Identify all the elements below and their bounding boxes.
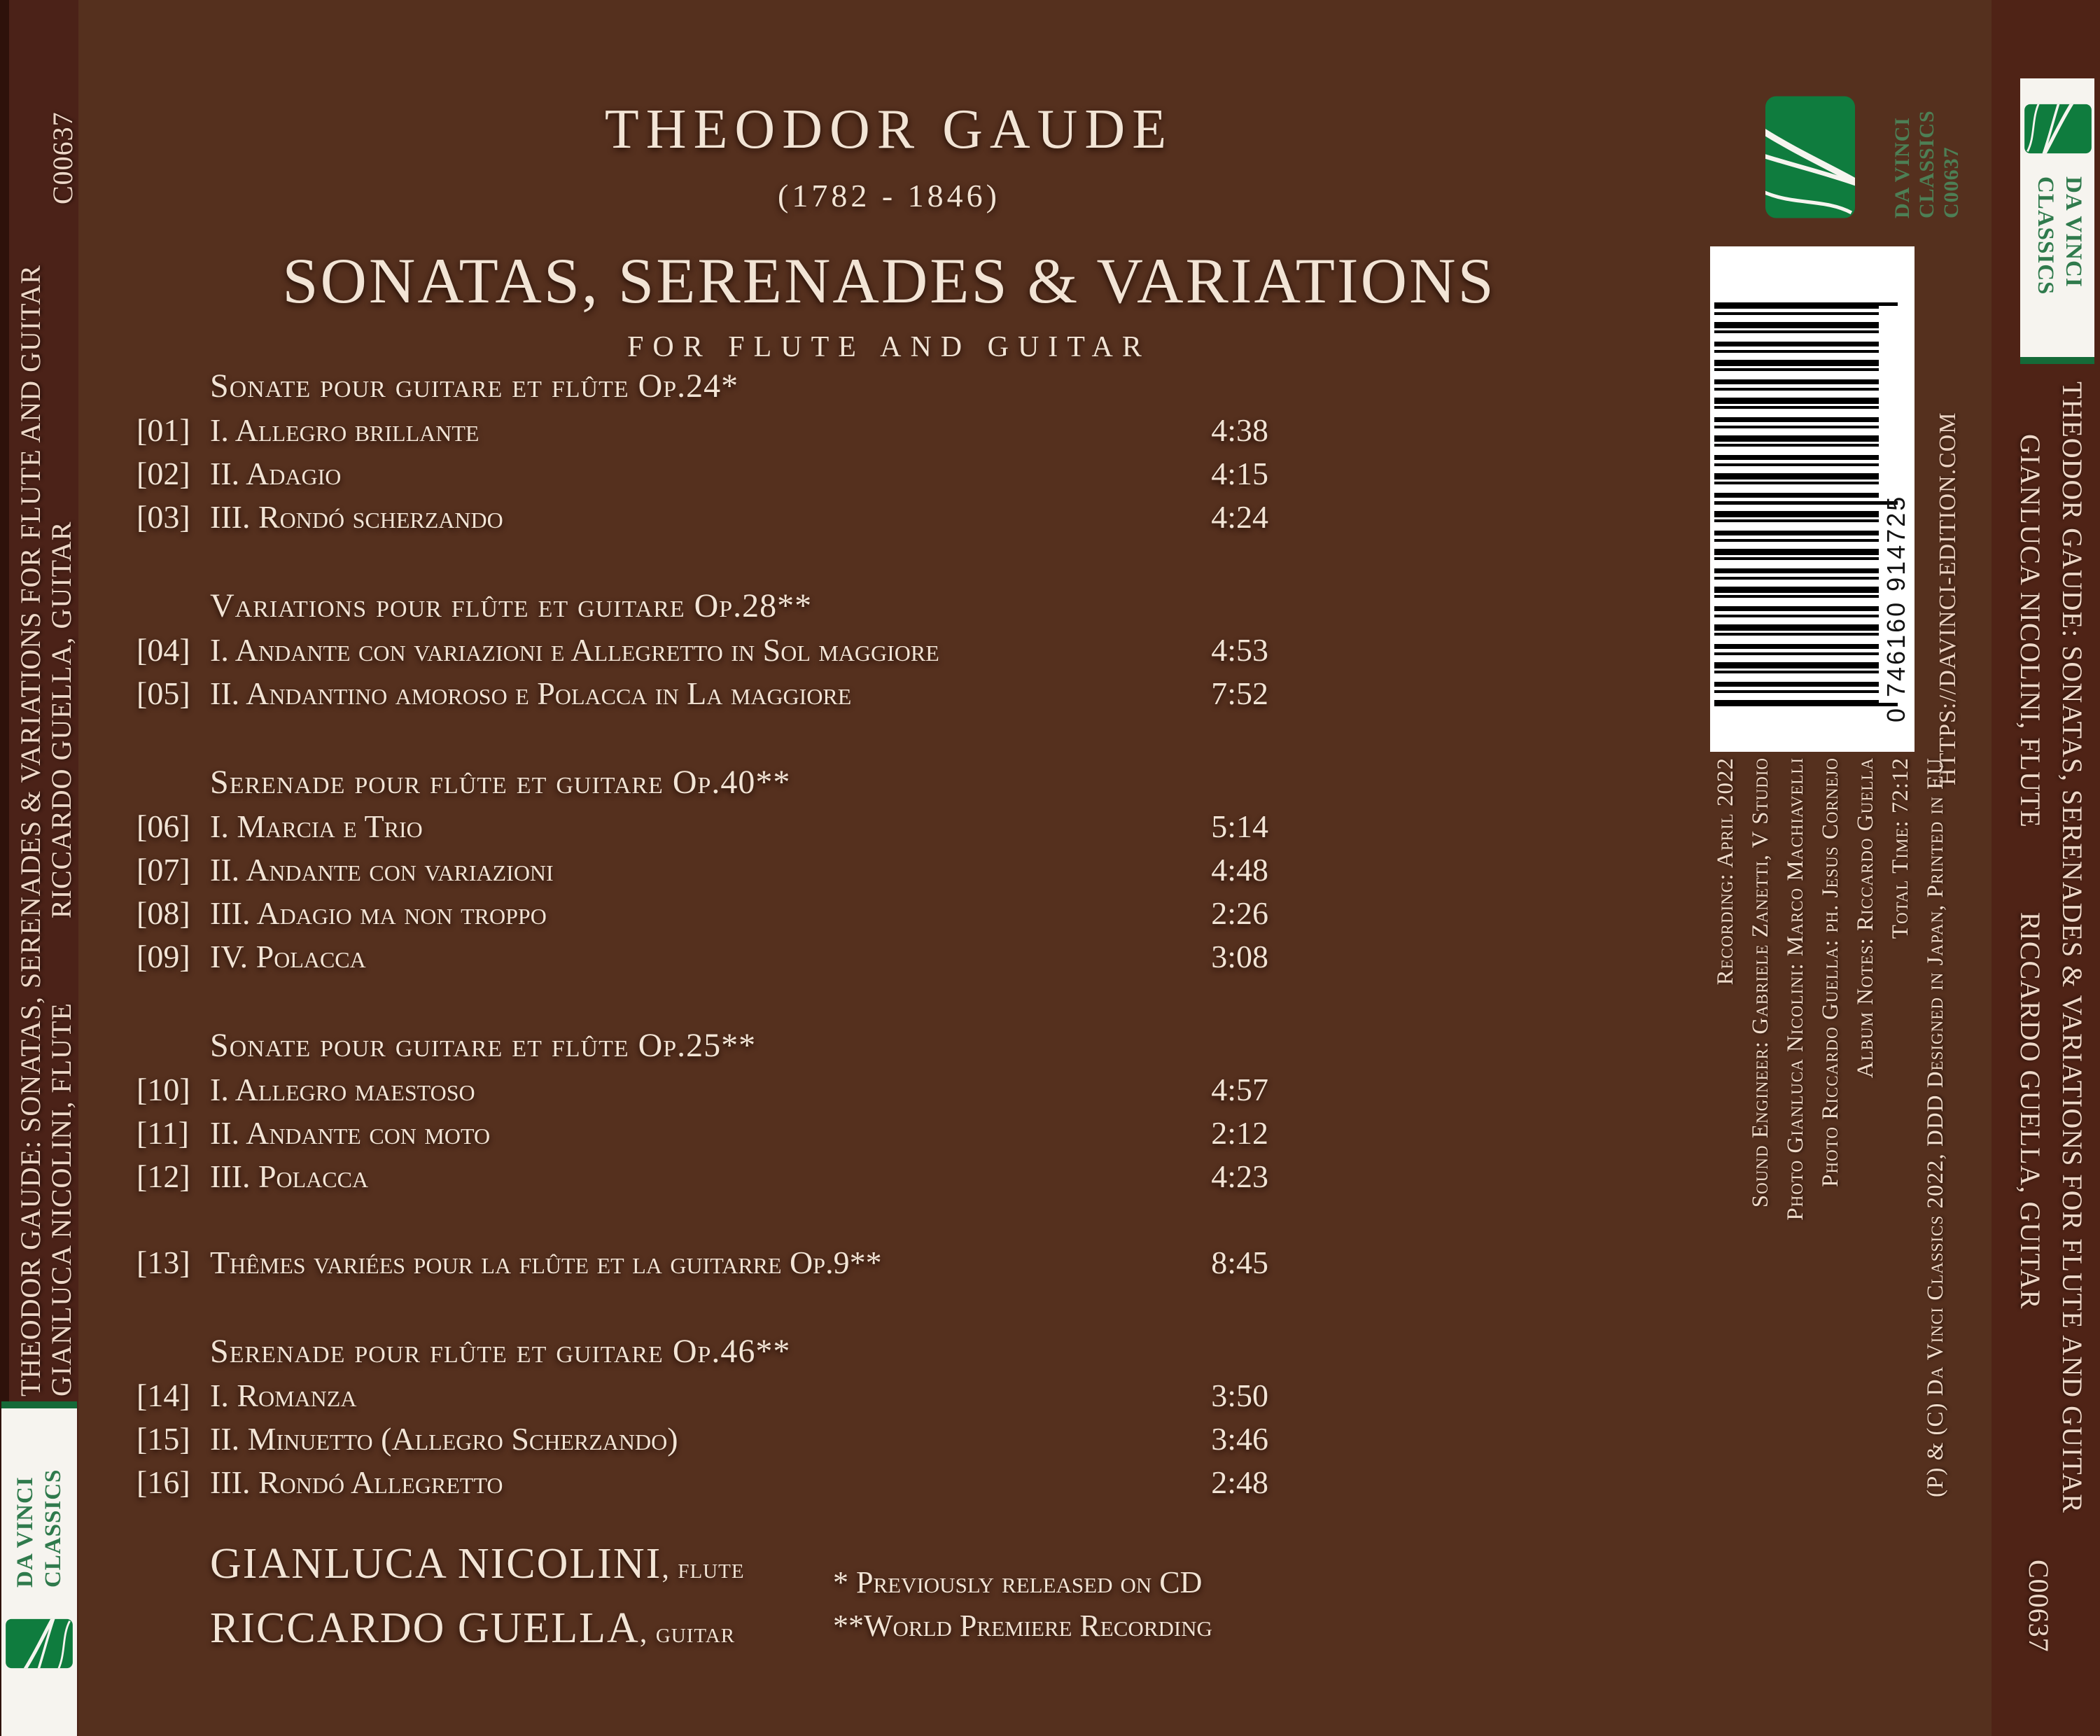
credit-line: Sound Engineer: Gabriele Zanetti, V Studio [1748, 757, 1773, 1208]
footnotes-block [833, 1561, 1212, 1648]
label-line1: DA VINCI [2061, 176, 2086, 288]
track-row [136, 1116, 1268, 1150]
davinci-logo-icon [1765, 96, 1855, 218]
track-time: 4:24 [1211, 499, 1268, 535]
track-number: [04] [136, 632, 190, 668]
track-row [136, 940, 1268, 974]
composer-name: THEODOR GAUDE [604, 99, 1174, 160]
track-title: III. Rondó Allegretto [210, 1464, 503, 1500]
track-number: [14] [136, 1378, 190, 1413]
track-title: II. Andante con moto [210, 1115, 491, 1151]
barcode-guard-bottom [1714, 703, 1898, 706]
track-row [136, 457, 1268, 491]
track-title: II. Andante con variazioni [210, 852, 554, 888]
performers-block [210, 1537, 745, 1666]
label-line2: CLASSICS [41, 1469, 66, 1588]
track-number: [01] [136, 412, 190, 448]
track-title: II. Minuetto (Allegro Scherzando) [210, 1421, 678, 1457]
right-spine-title: THEODOR GAUDE: SONATAS, SERENADES & VARIATIONS FOR FLUTE AND GUITAR [2057, 382, 2088, 1513]
label-line2: CLASSICS [2033, 176, 2058, 295]
performer-line [210, 1537, 745, 1602]
track-row [136, 414, 1268, 447]
track-number: [06] [136, 808, 190, 844]
track-row [136, 634, 1268, 667]
track-number: [12] [136, 1158, 190, 1194]
album-subtitle: FOR FLUTE AND GUITAR [627, 331, 1151, 363]
track-row [136, 1422, 1268, 1456]
right-spine-guitar: RICCARDO GUELLA, GUITAR [2015, 911, 2046, 1310]
credits-block [1708, 757, 1953, 1723]
track-row [136, 677, 1268, 710]
left-spine-catalog: C00637 [47, 111, 78, 204]
section-header: Sonate pour guitare et flûte Op.25** [210, 1027, 757, 1064]
track-title: IV. Polacca [210, 939, 366, 974]
track-title: II. Andantino amoroso e Polacca in La maggiore [210, 676, 852, 711]
right-spine-logo-icon [2027, 87, 2089, 171]
track-title: III. Rondó scherzando [210, 499, 503, 535]
track-row [136, 810, 1268, 844]
track-number: [09] [136, 939, 190, 974]
track-number: [11] [136, 1115, 189, 1151]
track-time: 2:48 [1211, 1464, 1268, 1500]
track-time: 3:46 [1211, 1421, 1268, 1457]
track-section [136, 369, 1268, 534]
left-spine-performers [45, 402, 77, 1396]
label-box-green-line [1, 1401, 77, 1408]
track-number: [03] [136, 499, 190, 535]
performer-line [210, 1602, 745, 1666]
track-title: II. Adagio [210, 456, 342, 491]
track-number: [13] [136, 1245, 190, 1280]
track-time: 7:52 [1211, 676, 1268, 711]
left-spine-title: THEODOR GAUDE: SONATAS, SERENADES & VARIATIONS FOR FLUTE AND GUITAR [15, 265, 46, 1396]
track-row [136, 1246, 1268, 1280]
track-title: III. Polacca [210, 1158, 369, 1194]
track-time: 4:53 [1211, 632, 1268, 668]
track-time: 4:23 [1211, 1158, 1268, 1194]
left-spine-logo-icon [8, 1602, 70, 1686]
barcode-guard-top [1714, 302, 1898, 306]
track-row [136, 1160, 1268, 1194]
track-time: 3:08 [1211, 939, 1268, 974]
album-title: SONATAS, SERENADES & VARIATIONS [282, 245, 1496, 316]
section-header: Sonate pour guitare et flûte Op.24* [210, 368, 739, 405]
title-block [189, 98, 1589, 364]
credit-line: Photo Riccardo Guella: ph. Jesus Cornejo [1818, 757, 1843, 1187]
composer-dates: (1782 - 1846) [778, 178, 1000, 214]
performer-role: , guitar [639, 1617, 736, 1649]
track-row [136, 500, 1268, 534]
track-row [136, 1466, 1268, 1499]
track-section [136, 1334, 1268, 1499]
track-title: Thêmes variées pour la flûte et la guitarre Op.9** [210, 1245, 882, 1280]
track-number: [05] [136, 676, 190, 711]
left-spine-guitar: RICCARDO GUELLA, GUITAR [46, 521, 77, 919]
track-row [136, 1379, 1268, 1413]
right-spine-label-text [2031, 176, 2087, 339]
label-box-green-line [2020, 357, 2094, 364]
caption-line2: CLASSICS [1915, 110, 1938, 218]
track-number: [02] [136, 456, 190, 491]
performer-role: , flute [662, 1553, 745, 1585]
track-section [136, 589, 1268, 710]
track-section [136, 765, 1268, 974]
credit-line: Album Notes: Riccardo Guella [1853, 757, 1878, 1079]
track-title: I. Romanza [210, 1378, 357, 1413]
left-spine-flute: GIANLUCA NICOLINI, FLUTE [46, 1002, 77, 1396]
track-title: III. Adagio ma non troppo [210, 895, 547, 931]
track-time: 4:57 [1211, 1072, 1268, 1107]
track-time: 4:48 [1211, 852, 1268, 888]
track-number: [16] [136, 1464, 190, 1500]
track-time: 8:45 [1211, 1245, 1268, 1280]
track-time: 2:12 [1211, 1115, 1268, 1151]
track-number: [08] [136, 895, 190, 931]
caption-line1: DA VINCI [1891, 117, 1914, 218]
footnote-line: **World Premiere Recording [833, 1609, 1212, 1643]
section-header: Variations pour flûte et guitare Op.28** [210, 587, 813, 624]
track-time: 5:14 [1211, 808, 1268, 844]
track-row [136, 1073, 1268, 1107]
track-row [136, 853, 1268, 887]
right-spine-flute: GIANLUCA NICOLINI, FLUTE [2015, 434, 2046, 828]
track-section [136, 1028, 1268, 1194]
performer-name: GIANLUCA NICOLINI [210, 1540, 662, 1588]
credit-line: Total Time: 72:12 [1888, 757, 1913, 939]
section-header: Serenade pour flûte et guitare Op.40** [210, 764, 791, 801]
credit-line: Photo Gianluca Nicolini: Marco Machiavelli [1783, 757, 1808, 1221]
track-title: I. Andante con variazioni e Allegretto in Sol maggiore [210, 632, 939, 668]
track-section [136, 1246, 1268, 1280]
credit-line: (P) & (C) Da Vinci Classics 2022, DDD Designed in Japan, Printed in EU [1923, 757, 1948, 1497]
footnote-line: * Previously released on CD [833, 1565, 1203, 1600]
track-title: I. Marcia e Trio [210, 808, 423, 844]
track-time: 3:50 [1211, 1378, 1268, 1413]
track-title: I. Allegro maestoso [210, 1072, 475, 1107]
track-title: I. Allegro brillante [210, 412, 479, 448]
track-number: [15] [136, 1421, 190, 1457]
performer-name: RICCARDO GUELLA [210, 1604, 640, 1652]
barcode-number: 0 746160 914725 [1882, 494, 1910, 722]
caption-catalog: C00637 [1940, 146, 1963, 218]
track-list [136, 369, 1268, 1509]
right-spine-catalog: C00637 [2023, 1560, 2054, 1653]
left-spine-label-text [11, 1425, 67, 1588]
credit-line: Recording: April 2022 [1713, 757, 1738, 986]
barcode-guard-middle [1714, 501, 1898, 505]
davinci-classics-caption [1890, 75, 1963, 218]
track-number: [07] [136, 852, 190, 888]
section-header: Serenade pour flûte et guitare Op.46** [210, 1333, 791, 1370]
track-time: 2:26 [1211, 895, 1268, 931]
track-time: 4:38 [1211, 412, 1268, 448]
right-spine-performers [2015, 434, 2047, 1428]
label-website: HTTPS://DAVINCI-EDITION.COM [1935, 412, 1961, 785]
track-number: [10] [136, 1072, 190, 1107]
label-line1: DA VINCI [13, 1476, 38, 1588]
track-row [136, 897, 1268, 930]
track-time: 4:15 [1211, 456, 1268, 491]
